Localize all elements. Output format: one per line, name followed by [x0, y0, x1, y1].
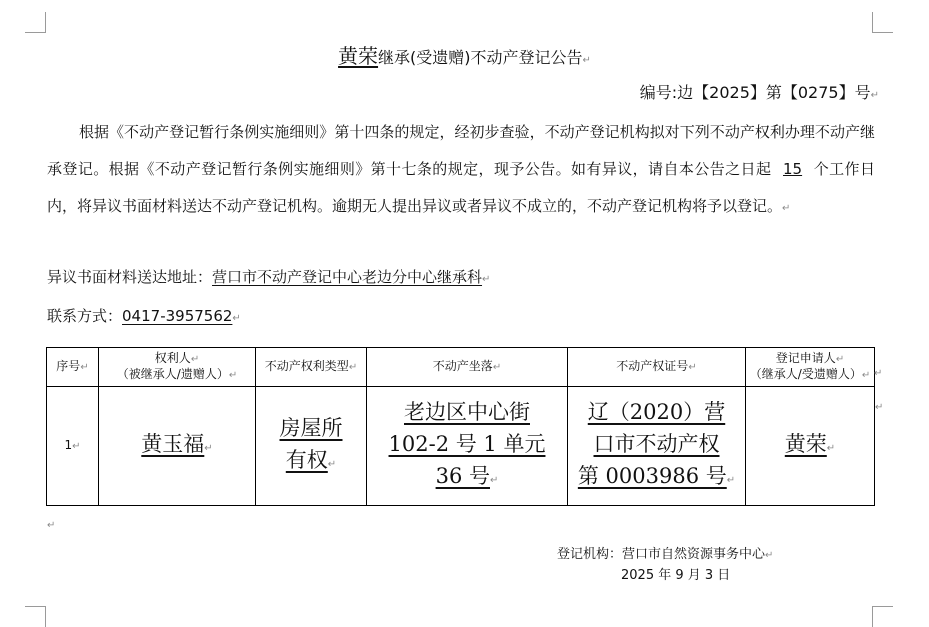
title-name: 黄荣: [338, 44, 379, 68]
cell-right-type: 房屋所 有权↵: [256, 387, 367, 506]
table-row: [47, 387, 875, 506]
contact-value: 0417-3957562: [122, 307, 233, 325]
paragraph-mark-icon: ↵: [482, 274, 491, 285]
address-value: 营口市不动产登记中心老边分中心继承科: [212, 268, 483, 286]
row-end-mark-icon: ↵: [875, 402, 884, 413]
table-header-row: [47, 348, 875, 387]
serial-text: 编号:边【2025】第【0275】号: [639, 83, 871, 102]
paragraph-mark-icon: ↵: [835, 354, 845, 365]
footer-block: [557, 545, 773, 586]
notice-paragraph: [47, 114, 875, 227]
paragraph-mark-icon: ↵: [228, 370, 238, 381]
paragraph-mark-icon: ↵: [782, 203, 791, 214]
paragraph-mark-icon: ↵: [80, 362, 89, 373]
title-text: 继承(受遗赠)不动产登记公告: [378, 48, 583, 67]
contact-label: 联系方式：: [47, 307, 123, 325]
address-label: 异议书面材料送达地址：: [47, 268, 213, 286]
header-seq: 序号↵: [47, 348, 99, 387]
paragraph-mark-icon: ↵: [765, 550, 774, 561]
paragraph-mark-icon: ↵: [327, 458, 337, 470]
cell-seq: 1↵: [47, 387, 99, 506]
cell-location: 老边区中心街 102-2 号 1 单元 36 号↵: [367, 387, 568, 506]
header-cert: 不动产权证号↵: [568, 348, 746, 387]
paragraph-mark-icon: ↵: [582, 55, 591, 66]
page-corner-mark: [25, 12, 46, 33]
issuing-authority: 登记机构：营口市自然资源事务中心↵: [557, 547, 774, 562]
paragraph-mark-icon: ↵: [348, 362, 358, 373]
serial-number: [640, 80, 879, 103]
paragraph-mark-icon: ↵: [232, 313, 241, 324]
cell-cert: 辽（2020）营 口市不动产权 第 0003986 号↵: [568, 387, 746, 506]
paragraph-mark-icon: ↵: [492, 362, 502, 373]
cell-holder: 黄玉福↵: [99, 387, 256, 506]
paragraph-mark-icon: ↵: [726, 474, 736, 486]
paragraph-mark-icon: ↵: [688, 362, 697, 373]
header-location: 不动产坐落↵: [367, 348, 568, 387]
days-value: 15: [783, 160, 803, 178]
paragraph-mark-icon: ↵: [190, 354, 200, 365]
paragraph-text-before: 根据《不动产登记暂行条例实施细则》第十四条的规定，经初步查验，不动产登记机构拟对下列不动产权利办理不动产继承登记。根据《不动产登记暂行条例实施细则》第十七条的规定，现予公告。如有异议，请自本公告之日起: [47, 123, 875, 178]
paragraph-mark-icon: ↵: [47, 520, 56, 531]
cell-applicant: 黄荣↵: [746, 387, 875, 506]
address-line: [47, 266, 490, 287]
header-right-type: 不动产权利类型↵: [256, 348, 367, 387]
paragraph-text-after: 个工作日内，将异议书面材料送达不动产登记机构。逾期无人提出异议或者异议不成立的，不动产登记机构将予以登记。: [47, 160, 875, 215]
header-applicant: 登记申请人↵ （继承人/受遗赠人）↵: [746, 348, 875, 387]
contact-line: [47, 305, 241, 326]
paragraph-mark-icon: ↵: [861, 370, 871, 381]
registration-table: [46, 347, 875, 506]
paragraph-mark-icon: ↵: [204, 442, 213, 454]
paragraph-mark-icon: ↵: [826, 442, 836, 454]
header-holder: 权利人↵ （被继承人/遗赠人）↵: [99, 348, 256, 387]
page-corner-mark: [872, 12, 893, 33]
issue-date: 2025 年 9 月 3 日: [621, 568, 731, 583]
paragraph-mark-icon: ↵: [72, 441, 81, 452]
row-end-mark-icon: ↵: [874, 368, 883, 379]
paragraph-mark-icon: ↵: [870, 90, 879, 101]
paragraph-mark-icon: ↵: [490, 474, 499, 486]
notice-title: [0, 40, 929, 69]
